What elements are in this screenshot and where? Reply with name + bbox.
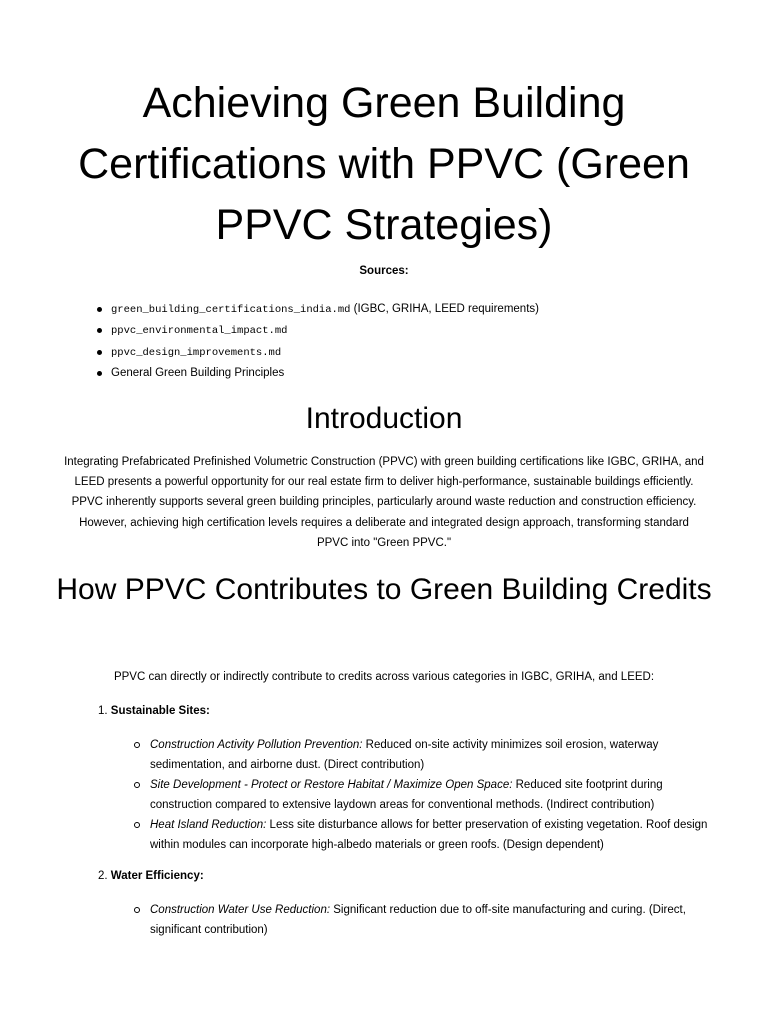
credit-description: Significant reduction due to off-site manufacturing and curing. (Direct, significant contribution) xyxy=(150,904,686,936)
circle-bullet-icon xyxy=(134,822,140,828)
circle-bullet-icon xyxy=(134,907,140,913)
list-item xyxy=(0,343,700,364)
credit-description: Reduced on-site activity minimizes soil erosion, waterway sedimentation, and airborne dust. (Direct contribution) xyxy=(150,739,659,771)
source-note: General Green Building Principles xyxy=(111,366,285,379)
category-number: 2. xyxy=(98,870,108,882)
credit-term: Heat Island Reduction: xyxy=(150,819,267,831)
category-heading xyxy=(98,702,210,720)
introduction-heading: Introduction xyxy=(305,402,463,435)
source-filename: ppvc_environmental_impact.md xyxy=(111,325,288,338)
credit-description: Less site disturbance allows for better preservation of existing vegetation. Roof design within modules can incorporate high-albedo materials or green roofs. (Design dependent) xyxy=(150,819,708,851)
list-item xyxy=(0,300,700,321)
sources-list xyxy=(0,300,700,385)
circle-bullet-icon xyxy=(134,782,140,788)
bullet-icon xyxy=(97,350,102,355)
circle-bullet-icon xyxy=(134,742,140,748)
bullet-icon xyxy=(97,371,102,376)
source-filename: ppvc_design_improvements.md xyxy=(111,346,282,359)
credit-description: Reduced site footprint during construction compared to extensive laydown areas for conventional methods. (Indirect contribution) xyxy=(150,779,663,811)
source-note: (IGBC, GRIHA, LEED requirements) xyxy=(350,303,539,315)
introduction-paragraph: Integrating Prefabricated Prefinished Volumetric Construction (PPVC) with green building certifications like IGBC, GRIHA, and LEED presents a powerful opportunity for our real estate firm to deliver high-performance, sustainable buildings efficiently. PPVC inherently supports several green building principles, particularly around waste reduction and construction efficiency. However, achieving high certification levels requires a deliberate and integrated design approach, transforming standard PPVC into "Green PPVC." xyxy=(64,456,704,549)
credit-term: Construction Water Use Reduction: xyxy=(150,904,331,916)
list-item xyxy=(0,364,700,385)
credit-term: Site Development - Protect or Restore Habitat / Maximize Open Space: xyxy=(150,779,513,791)
contributions-heading: How PPVC Contributes to Green Building Credits xyxy=(56,573,712,606)
list-item xyxy=(150,735,710,775)
contributions-intro: PPVC can directly or indirectly contribute to credits across various categories in IGBC, GRIHA, and LEED: xyxy=(113,671,655,683)
list-item xyxy=(150,900,710,940)
list-item xyxy=(150,815,710,855)
list-item xyxy=(0,321,700,342)
category-label: Water Efficiency: xyxy=(110,870,204,882)
bullet-icon xyxy=(97,307,102,312)
category-label: Sustainable Sites: xyxy=(110,705,210,717)
category-heading xyxy=(98,867,204,885)
page-title: Achieving Green Building Certifications with PPVC (Green PPVC Strategies) xyxy=(78,79,690,249)
bullet-icon xyxy=(97,328,102,333)
source-filename: green_building_certifications_india.md xyxy=(111,304,351,316)
category-number: 1. xyxy=(98,705,108,717)
credit-term: Construction Activity Pollution Prevention: xyxy=(150,739,363,751)
list-item xyxy=(150,775,710,815)
sources-label: Sources: xyxy=(359,265,409,277)
